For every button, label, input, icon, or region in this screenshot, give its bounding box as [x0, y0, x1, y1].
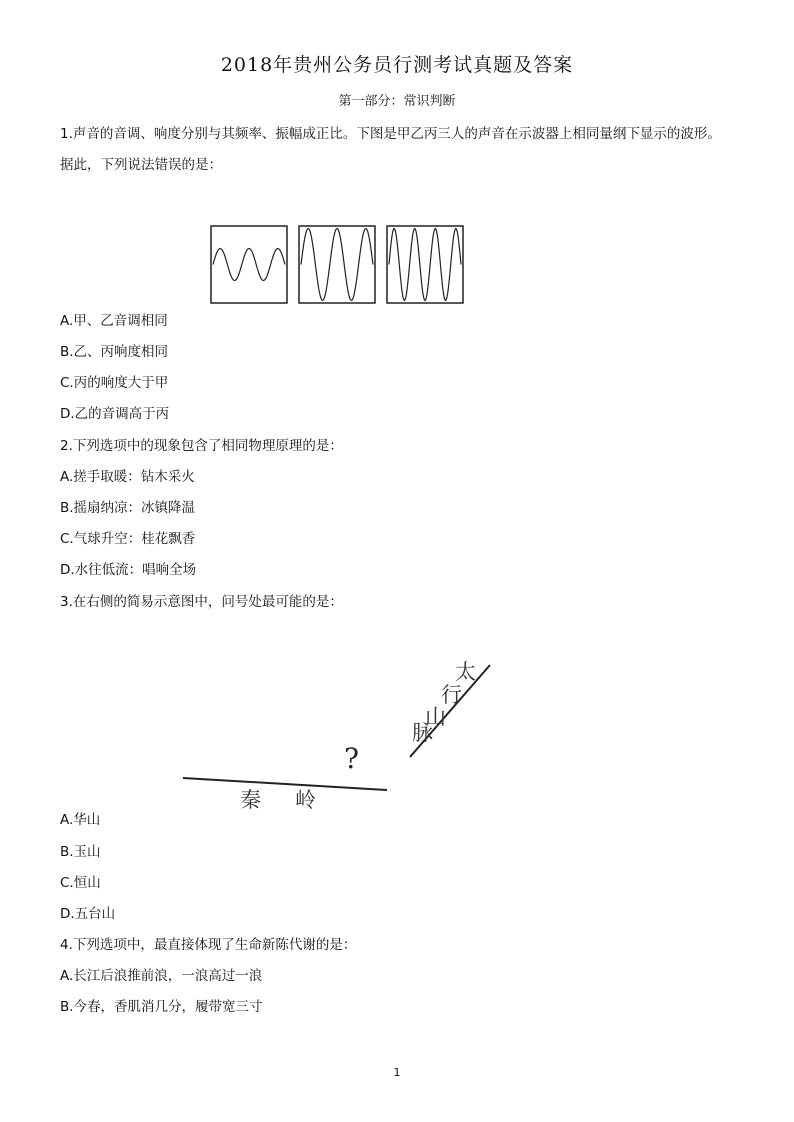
question-2-option-d: D.水往低流：唱响全场 [60, 562, 197, 578]
taihang-label-char: 行 [441, 683, 462, 707]
taihang-label-char: 脉 [412, 721, 433, 745]
qinling-label-char: 秦 [240, 788, 261, 812]
question-3-option-c: C.恒山 [60, 875, 101, 891]
waveform-jia [211, 226, 287, 303]
qinling-label-char: 岭 [295, 788, 316, 812]
question-1-stem-line1: 1.声音的音调、响度分别与其频率、振幅成正比。下图是甲乙丙三人的声音在示波器上相同量纲下显示的波形。 [60, 126, 721, 142]
question-4-stem: 4.下列选项中，最直接体现了生命新陈代谢的是： [60, 937, 357, 953]
question-1-option-c: C.丙的响度大于甲 [60, 375, 169, 391]
question-4-option-b: B.今春，香肌消几分，履带宽三寸 [60, 999, 263, 1015]
question-4-option-a: A.长江后浪推前浪，一浪高过一浪 [60, 968, 263, 984]
question-1-option-b: B.乙、丙响度相同 [60, 344, 169, 360]
waveform-bing [387, 226, 463, 303]
question-2-option-c: C.气球升空：桂花飘香 [60, 531, 196, 547]
oscilloscope-waveforms-figure [210, 225, 466, 305]
question-3-option-b: B.玉山 [60, 844, 101, 860]
page-number: 1 [393, 1066, 401, 1079]
waveform-yi [299, 226, 375, 303]
question-3-stem: 3.在右侧的简易示意图中，问号处最可能的是： [60, 594, 343, 610]
taihang-label-char: 太 [455, 660, 476, 684]
question-2-option-b: B.摇扇纳凉：冰镇降温 [60, 500, 196, 516]
taihang-label-char: 山 [425, 705, 446, 729]
question-mark: ? [344, 742, 360, 775]
qinling-range-line [183, 778, 387, 790]
mountain-sketch-map [180, 655, 500, 825]
question-1-stem-line2: 据此，下列说法错误的是： [60, 157, 222, 173]
page-title: 2018年贵州公务员行测考试真题及答案 [220, 54, 574, 76]
question-3-option-a: A.华山 [60, 812, 101, 828]
question-3-option-d: D.五台山 [60, 906, 116, 922]
question-1-option-d: D.乙的音调高于丙 [60, 406, 170, 422]
section-heading: 第一部分：常识判断 [338, 94, 456, 109]
question-2-option-a: A.搓手取暖：钻木采火 [60, 469, 195, 485]
question-2-stem: 2.下列选项中的现象包含了相同物理原理的是： [60, 438, 343, 454]
question-1-option-a: A.甲、乙音调相同 [60, 313, 168, 329]
